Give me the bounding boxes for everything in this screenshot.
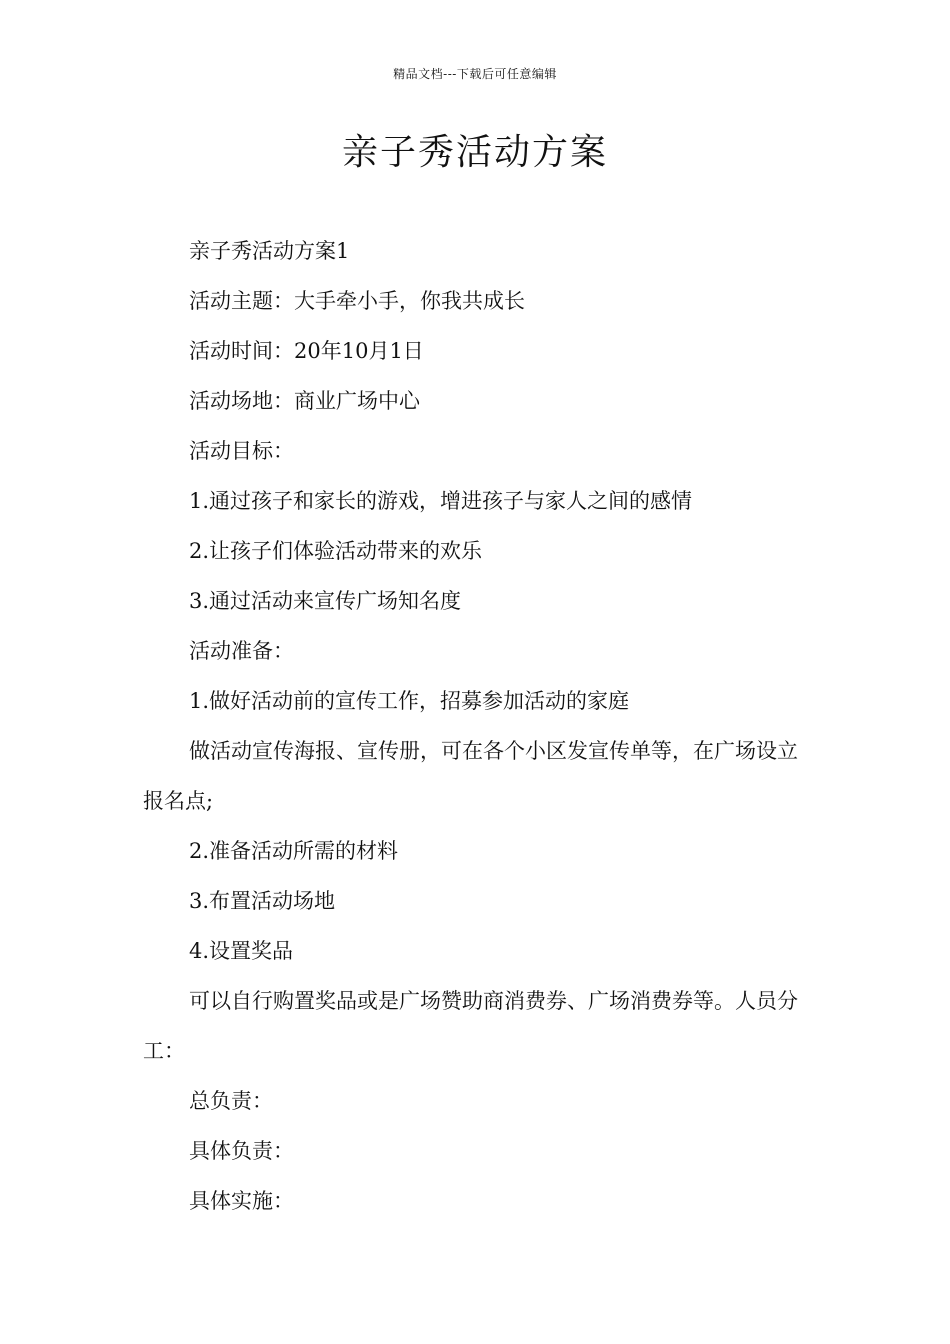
paragraph-venue: 活动场地：商业广场中心 [189, 389, 420, 413]
paragraph-prep-heading: 活动准备： [189, 639, 294, 663]
document-body [143, 226, 811, 1226]
paragraph-prep-4: 4.设置奖品 [189, 939, 294, 963]
paragraph-prep-3: 3.布置活动场地 [189, 889, 336, 913]
paragraph-plan-heading: 亲子秀活动方案1 [189, 239, 350, 263]
paragraph-prep-1-detail: 做活动宣传海报、宣传册，可在各个小区发宣传单等，在广场设立报名点; [143, 739, 798, 813]
paragraph-prizes-staff: 可以自行购置奖品或是广场赞助商消费券、广场消费券等。人员分工： [143, 989, 798, 1063]
page-header: 精品文档---下载后可任意编辑 [393, 67, 557, 81]
paragraph-theme: 活动主题：大手牵小手，你我共成长 [189, 289, 525, 313]
paragraph-goal-2: 2.让孩子们体验活动带来的欢乐 [189, 539, 483, 563]
paragraph-overall-lead: 总负责： [189, 1089, 273, 1113]
paragraph-prep-1: 1.做好活动前的宣传工作，招募参加活动的家庭 [189, 689, 630, 713]
paragraph-time: 活动时间：20年10月1日 [189, 339, 424, 363]
document-title: 亲子秀活动方案 [341, 132, 608, 173]
paragraph-goals-heading: 活动目标： [189, 439, 294, 463]
paragraph-implementation: 具体实施： [189, 1189, 294, 1213]
paragraph-goal-3: 3.通过活动来宣传广场知名度 [189, 589, 462, 613]
paragraph-prep-2: 2.准备活动所需的材料 [189, 839, 399, 863]
paragraph-specific-lead: 具体负责： [189, 1139, 294, 1163]
paragraph-goal-1: 1.通过孩子和家长的游戏，增进孩子与家人之间的感情 [189, 489, 693, 513]
